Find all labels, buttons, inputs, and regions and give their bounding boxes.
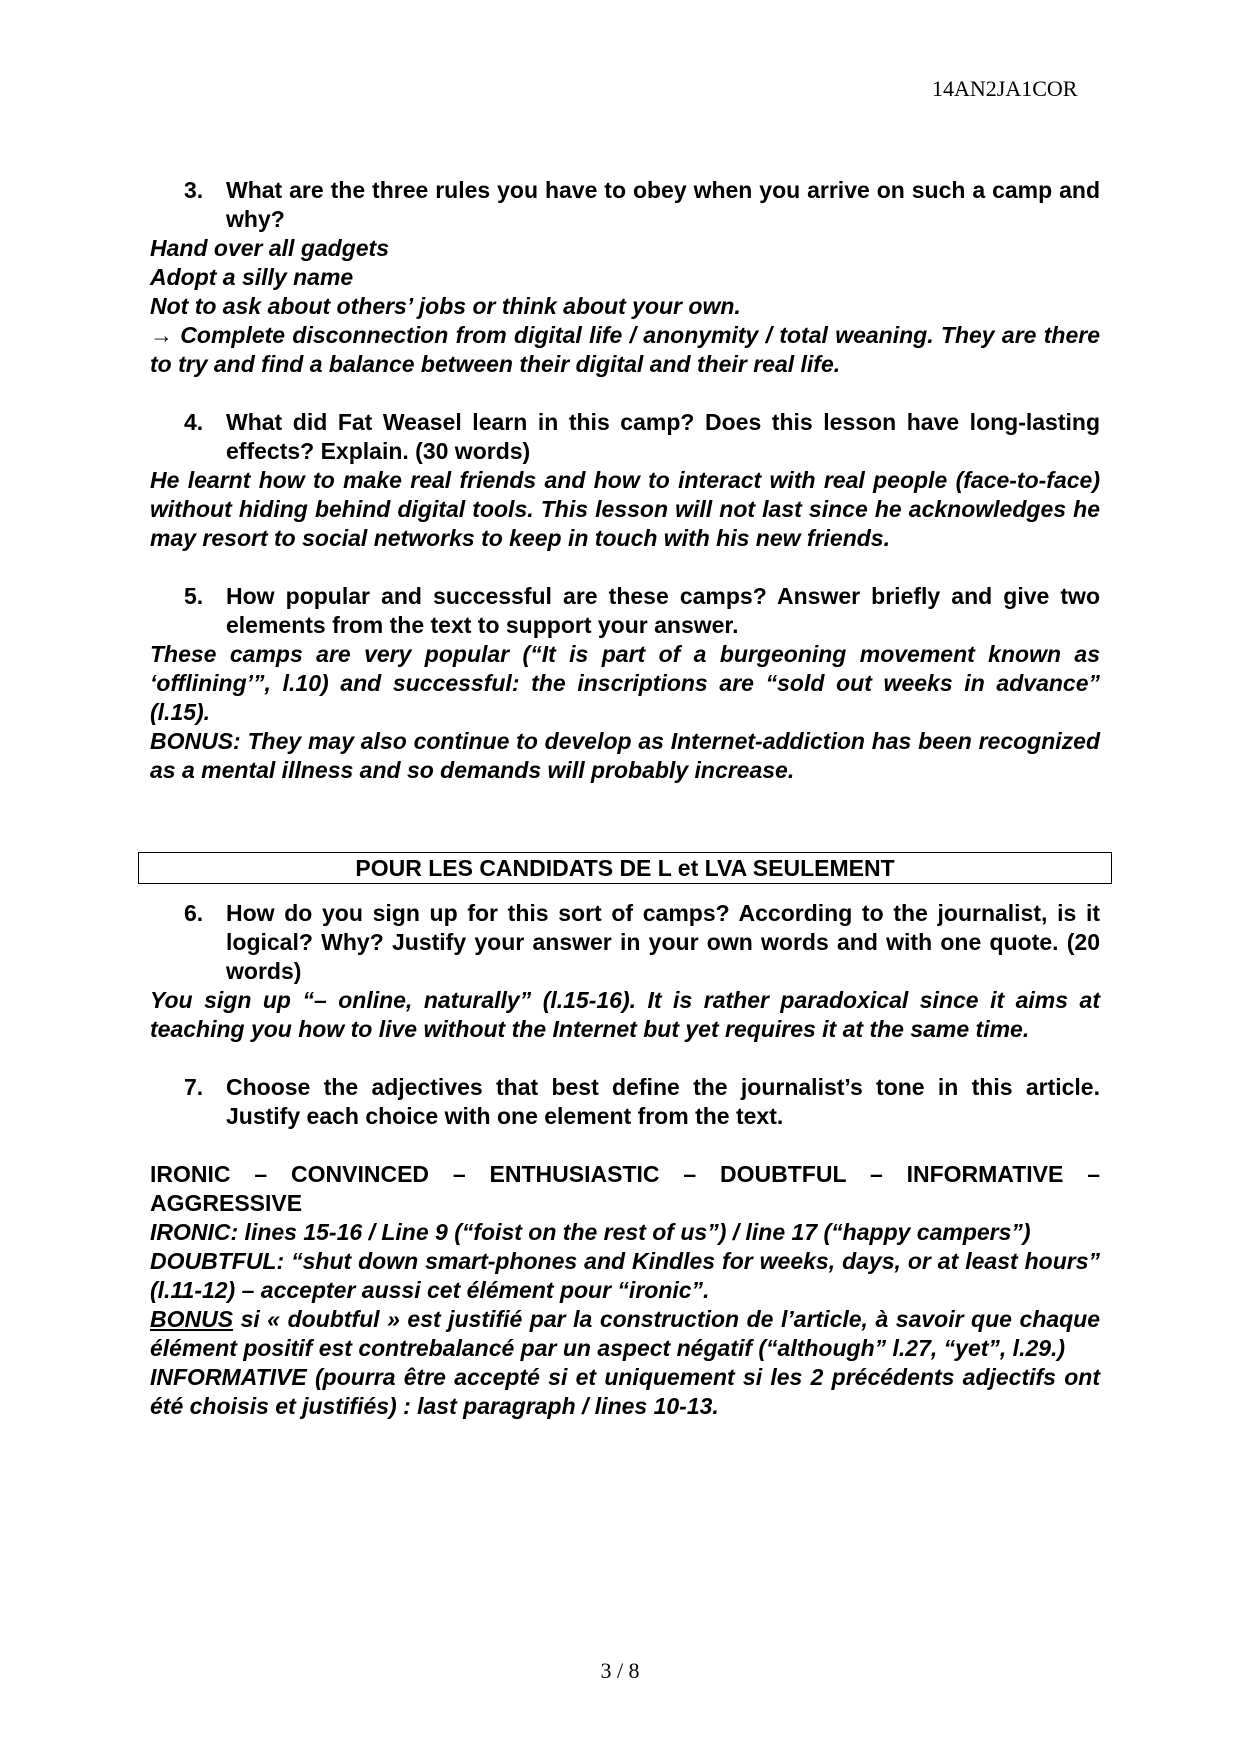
- question-text: What did Fat Weasel learn in this camp? Does this lesson have long-lasting effects? Explain. (30 words): [226, 409, 1100, 464]
- question-6: [150, 899, 1100, 986]
- section-header: POUR LES CANDIDATS DE L et LVA SEULEMENT: [138, 852, 1112, 884]
- bonus-text: si « doubtful » est justifié par la construction de l’article, à savoir que chaque élément positif est contrebalancé par un aspect négatif (“although” l.27, “yet”, l.29.): [150, 1306, 1100, 1361]
- document-reference-code: 14AN2JA1COR: [932, 76, 1078, 101]
- answer-doubtful: DOUBTFUL: “shut down smart-phones and Kindles for weeks, days, or at least hours” (l.11-12) – accepter aussi cet élément pour “ironic”.: [150, 1248, 1100, 1303]
- question-5: [150, 582, 1100, 640]
- question-number: 5.: [184, 583, 204, 609]
- adjective-list: IRONIC – CONVINCED – ENTHUSIASTIC – DOUBTFUL – INFORMATIVE – AGGRESSIVE: [150, 1161, 1100, 1216]
- question-number: 3.: [184, 177, 204, 203]
- question-4: [150, 408, 1100, 466]
- answer-ironic: IRONIC: lines 15-16 / Line 9 (“foist on the rest of us”) / line 17 (“happy campers”): [150, 1219, 1031, 1245]
- answer-bonus: [150, 1305, 1100, 1363]
- question-text: What are the three rules you have to obey when you arrive on such a camp and why?: [226, 177, 1100, 232]
- question-number: 7.: [184, 1074, 204, 1100]
- question-7: [150, 1073, 1100, 1131]
- bonus-label: BONUS: [150, 1306, 234, 1332]
- answer-text: These camps are very popular (“It is part of a burgeoning movement known as ‘offlining’”, l.10) and successful: the inscriptions are “sold out weeks in advance” (l.15).: [150, 641, 1100, 725]
- question-text: Choose the adjectives that best define the journalist’s tone in this article. Justify each choice with one element from the text.: [226, 1074, 1100, 1129]
- answer-line: Hand over all gadgets: [150, 235, 390, 261]
- page-content: [150, 176, 1100, 1421]
- answer-line: Adopt a silly name: [150, 264, 354, 290]
- answer-line: Not to ask about others’ jobs or think about your own.: [150, 293, 741, 319]
- page-number: 3 / 8: [600, 1658, 640, 1683]
- answer-text: You sign up “– online, naturally” (l.15-16). It is rather paradoxical since it aims at teaching you how to live without the Internet but yet requires it at the same time.: [150, 987, 1100, 1042]
- answer-conclusion: → Complete disconnection from digital life / anonymity / total weaning. They are there to try and find a balance between their digital and their real life.: [150, 322, 1100, 377]
- answer-text: He learnt how to make real friends and how to interact with real people (face-to-face) without hiding behind digital tools. This lesson will not last since he acknowledges he may resort to social networks to keep in touch with his new friends.: [150, 467, 1100, 551]
- question-number: 4.: [184, 409, 204, 435]
- question-number: 6.: [184, 900, 204, 926]
- answer-informative: INFORMATIVE (pourra être accepté si et uniquement si les 2 précédents adjectifs ont été choisis et justifiés) : last paragraph / lines 10-13.: [150, 1364, 1100, 1419]
- question-3: [150, 176, 1100, 234]
- question-text: How popular and successful are these camps? Answer briefly and give two elements from the text to support your answer.: [226, 583, 1100, 638]
- bonus-text: BONUS: They may also continue to develop as Internet-addiction has been recognized as a mental illness and so demands will probably increase.: [150, 728, 1100, 783]
- question-text: How do you sign up for this sort of camps? According to the journalist, is it logical? Why? Justify your answer in your own words and with one quote. (20 words): [226, 900, 1100, 984]
